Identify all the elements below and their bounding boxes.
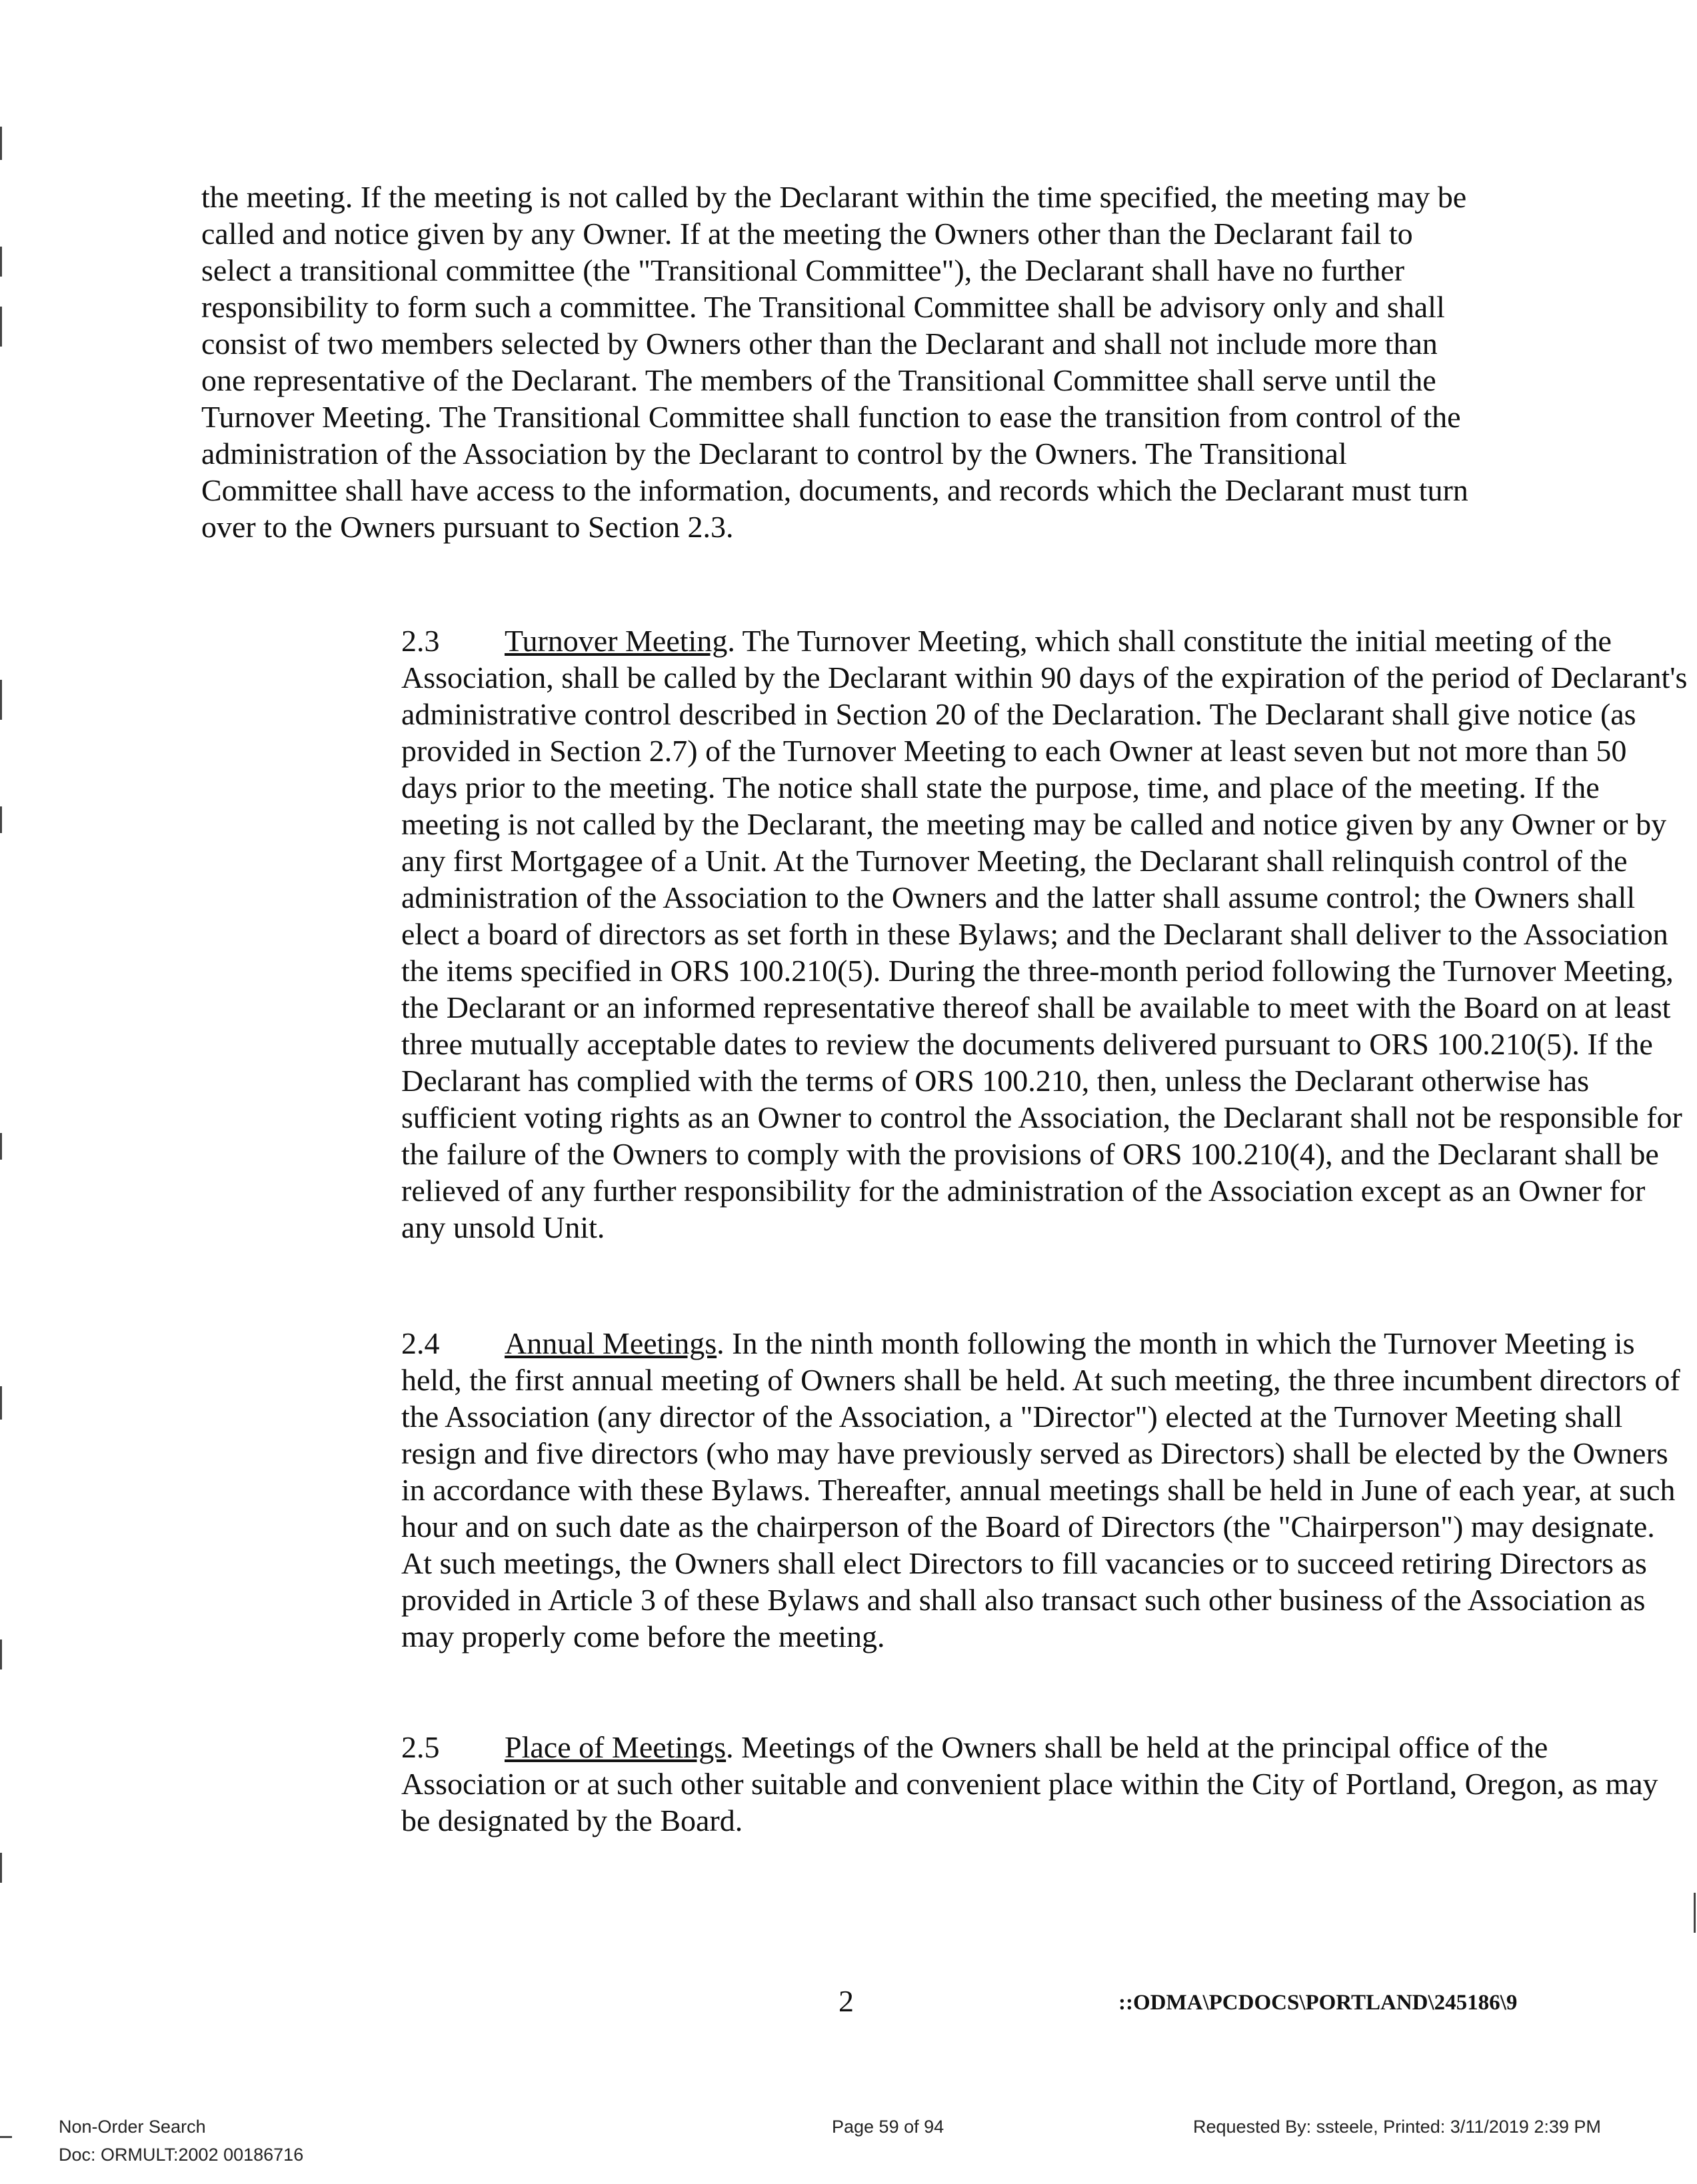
scan-mark xyxy=(1694,1893,1696,1933)
page-number: 2 xyxy=(839,1984,854,2018)
section-text: . The Turnover Meeting, which shall constitute the initial meeting of the Association, shall be called by the Declarant within 90 days of the expiration of the period of Declarant's administrative control described in Section 20 of the Declaration. The Declarant shall give notice (as provided in Section 2.7) of the Turnover Meeting to each Owner at least seven but not more than 50 days prior to the meeting. The notice shall state the purpose, time, and place of the meeting. If the meeting is not called by the Declarant, the meeting may be called and notice given by any Owner or by any first Mortgagee of a Unit. At the Turnover Meeting, the Declarant shall relinquish control of the administration of the Association to the Owners and the latter shall assume control; the Owners shall elect a board of directors as set forth in these Bylaws; and the Declarant shall deliver to the Association the items specified in ORS 100.210(5). During the three-month period following the Turnover Meeting, the Declarant or an informed representative thereof shall be available to meet with the Board on at least three mutually acceptable dates to review the documents delivered pursuant to ORS 100.210(5). If the Declarant has complied with the terms of ORS 100.210, then, unless the Declarant otherwise has sufficient voting rights as an Owner to control the Association, the Declarant shall not be responsible for the failure of the Owners to comply with the provisions of ORS 100.210(4), and the Declarant shall be relieved of any further responsibility for the administration of the Association except as an Owner for any unsold Unit. xyxy=(401,624,1688,1244)
footer-page-info: Page 59 of 94 xyxy=(832,2117,944,2137)
section-2-3 xyxy=(201,622,1688,1246)
footer-search-type: Non-Order Search xyxy=(59,2117,206,2137)
section-heading: Annual Meetings xyxy=(505,1326,717,1360)
section-heading: Turnover Meeting xyxy=(505,624,728,658)
scan-mark xyxy=(0,247,2,277)
scan-mark xyxy=(0,1386,2,1420)
section-text: . Meetings of the Owners shall be held at the principal office of the Association or at such other suitable and convenient place within the City of Portland, Oregon, as may be designated by the Board. xyxy=(401,1730,1658,1837)
scan-mark xyxy=(0,1853,2,1883)
continued-paragraph: the meeting. If the meeting is not called by the Declarant within the time specified, the meeting may be called and notice given by any Owner. If at the meeting the Owners other than the Declarant fail to select a transitional committee (the "Transitional Committee"), the Declarant shall have no further responsibility to form such a committee. The Transitional Committee shall be advisory only and shall consist of two members selected by Owners other than the Declarant and shall not include more than one representative of the Declarant. The members of the Transitional Committee shall serve until the Turnover Meeting. The Transitional Committee shall function to ease the transition from control of the administration of the Association by the Declarant to control by the Owners. The Transitional Committee shall have access to the information, documents, and records which the Declarant must turn over to the Owners pursuant to Section 2.3. xyxy=(201,180,1468,544)
scan-mark xyxy=(0,806,2,833)
scan-mark xyxy=(0,127,2,160)
scan-mark xyxy=(0,307,2,347)
footer-doc-id: Doc: ORMULT:2002 00186716 xyxy=(59,2145,304,2165)
section-number: 2.4 xyxy=(401,1326,440,1360)
scan-mark xyxy=(0,1133,2,1160)
footer-requested-by: Requested By: ssteele, Printed: 3/11/2019 2:39 PM xyxy=(1193,2117,1601,2137)
section-heading: Place of Meetings xyxy=(505,1730,727,1764)
scan-mark xyxy=(0,1639,2,1669)
section-number: 2.3 xyxy=(401,624,440,658)
section-number: 2.5 xyxy=(401,1730,440,1764)
section-text: . In the ninth month following the month in which the Turnover Meeting is held, the first annual meeting of Owners shall be held. At such meeting, the three incumbent directors of the Association (any director of the Association, a "Director") elected at the Turnover Meeting shall resign and five directors (who may have previously served as Directors) shall be elected by the Owners in accordance with these Bylaws. Thereafter, annual meetings shall be held in June of each year, at such hour and on such date as the chairperson of the Board of Directors (the "Chairperson") may designate. At such meetings, the Owners shall elect Directors to fill vacancies or to succeed retiring Directors as provided in Article 3 of these Bylaws and shall also transact such other business of the Association as may properly come before the meeting. xyxy=(401,1326,1680,1653)
section-2-5 xyxy=(201,1729,1688,1839)
scan-mark xyxy=(0,680,2,720)
document-path: ::ODMA\PCDOCS\PORTLAND\245186\9 xyxy=(1118,1991,1518,2015)
section-2-4 xyxy=(201,1325,1688,1655)
scan-mark xyxy=(0,2136,12,2138)
